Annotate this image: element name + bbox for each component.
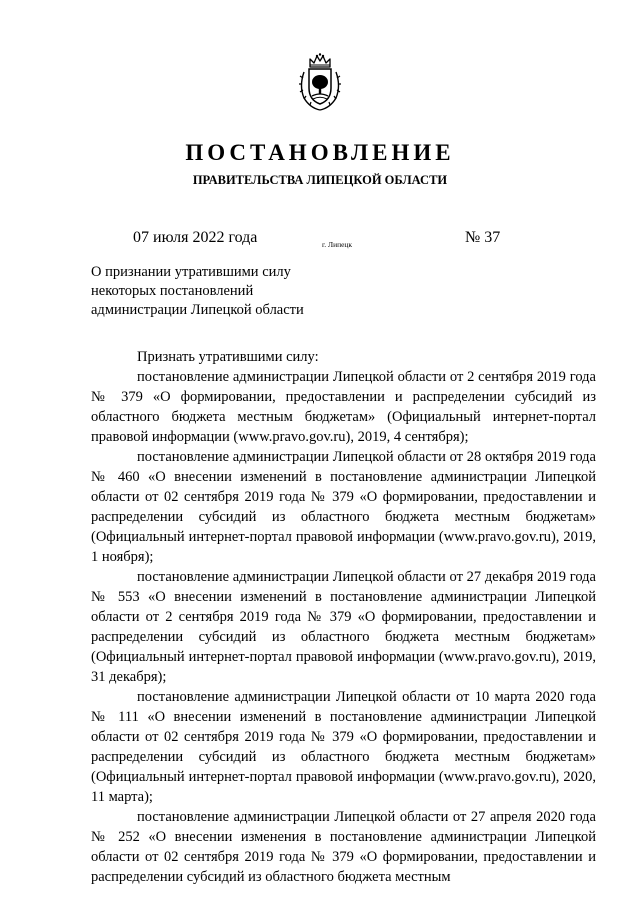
document-subject — [91, 263, 391, 320]
coat-of-arms-icon — [298, 52, 342, 112]
body-paragraph: постановление администрации Липецкой области от 27 апреля 2020 года № 252 «О внесении изменения в постановление администрации Липецкой области от 02 сентября 2019 года № 379 «О формировании, предоставлении и распределении субсидий из областного бюджета местным — [91, 809, 596, 885]
body-paragraph: постановление администрации Липецкой области от 10 марта 2020 года № 111 «О внесении изменений в постановление администрации Липецкой области от 02 сентября 2019 года № 379 «О формировании, предоставлении и распределении субсидий из областного бюджета местным бюджетам» (Официальный интернет-портал правовой информации (www.pravo.gov.ru), 2020, 11 марта); — [91, 689, 596, 805]
subject-line: О признании утратившими силу — [91, 264, 291, 280]
body-paragraph: постановление администрации Липецкой области от 28 октября 2019 года № 460 «О внесении изменений в постановление администрации Липецкой области от 02 сентября 2019 года № 379 «О формировании, предоставлении и распределении субсидий из областного бюджета местным бюджетам» (Официальный интернет-портал правовой информации (www.pravo.gov.ru), 2019, 1 ноября); — [91, 449, 596, 565]
document-subtitle: ПРАВИТЕЛЬСТВА ЛИПЕЦКОЙ ОБЛАСТИ — [192, 173, 448, 187]
body-paragraph: постановление администрации Липецкой области от 27 декабря 2019 года № 553 «О внесении изменений в постановление администрации Липецкой области от 2 сентября 2019 года № 379 «О формировании, предоставлении и распределении субсидий из областного бюджета местным бюджетам» (Официальный интернет-портал правовой информации (www.pravo.gov.ru), 2019, 31 декабря); — [91, 569, 596, 685]
document-title: ПОСТАНОВЛЕНИЕ — [185, 140, 455, 165]
document-number: № 37 — [465, 229, 501, 246]
document-place: г. Липецк — [322, 240, 353, 249]
document-body — [91, 347, 596, 887]
body-paragraph: постановление администрации Липецкой области от 2 сентября 2019 года № 379 «О формировании, предоставлении и распределении субсидий из областного бюджета местным бюджетам» (Официальный интернет-портал правовой информации (www.pravo.gov.ru), 2019, 4 сентября); — [91, 369, 596, 445]
subject-line: некоторых постановлений — [91, 283, 254, 299]
subject-line: администрации Липецкой области — [91, 302, 304, 318]
document-date: 07 июля 2022 года — [133, 229, 258, 246]
body-paragraph: Признать утратившими силу: — [137, 349, 319, 365]
